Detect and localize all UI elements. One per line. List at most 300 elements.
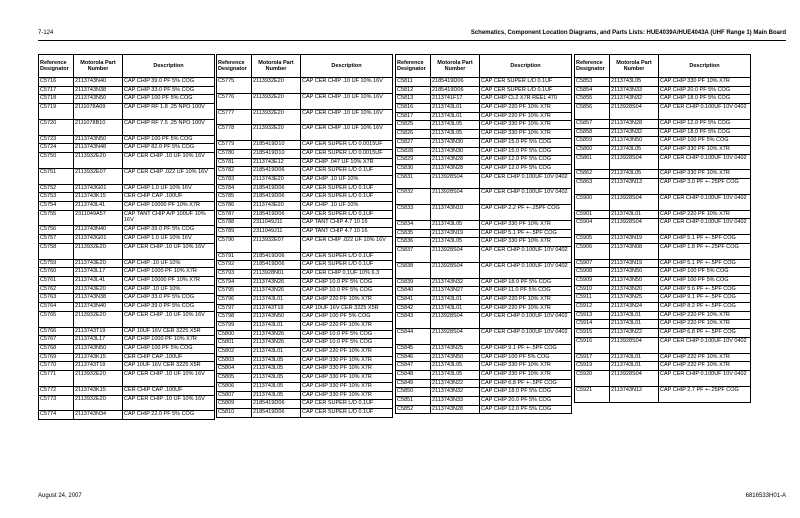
table-row (217, 184, 393, 193)
ref-cell: C5723 (39, 135, 74, 144)
ref-cell: C5812 (396, 86, 431, 95)
part-number-cell: 2113743E20 (74, 259, 123, 268)
table-row (217, 348, 393, 357)
description-cell: CAP CER CHIP .10 UF 10% 16V (301, 78, 393, 94)
table-row (39, 327, 215, 336)
ref-cell: C5913 (575, 311, 610, 320)
table-row (39, 144, 215, 153)
table-row (217, 408, 393, 417)
ref-cell: C5905 (575, 235, 610, 244)
table-row (39, 168, 215, 184)
table-row (575, 95, 751, 104)
ref-cell: C5907 (575, 259, 610, 268)
ref-cell: C5825 (396, 121, 431, 130)
parts-table-2 (216, 54, 393, 418)
description-cell: CAP CHIP 5.1 PF +-.5PF COG (480, 229, 572, 238)
description-cell: CAP CHIP 1000 PF 10% X7R (123, 336, 215, 345)
ref-cell: C5910 (575, 285, 610, 294)
part-number-cell: 2113743N50 (74, 344, 123, 353)
ref-cell: C5838 (396, 262, 431, 278)
description-cell: CAP CHIP 330 PF 10% X7R (301, 356, 393, 365)
part-number-cell: 2113743N25 (610, 294, 659, 303)
part-number-cell: 2113928S04 (431, 329, 480, 345)
ref-cell: C5763 (39, 294, 74, 303)
ref-cell: C5853 (575, 78, 610, 87)
table-row (396, 344, 572, 353)
description-cell: CAP CER SUPER L/D 0.1UF (301, 210, 393, 219)
ref-cell: C5803 (217, 356, 252, 365)
table-row (217, 158, 393, 167)
ref-cell: C5810 (217, 408, 252, 417)
part-number-cell: 2113743K15 (74, 386, 123, 395)
description-cell: CAP CHIP 330 PF 10% X7R (301, 365, 393, 374)
description-cell: CAP CER SUPER L/D 0.1UF (301, 261, 393, 270)
ref-cell: C5914 (575, 320, 610, 329)
part-number-cell: 2113928S04 (610, 154, 659, 170)
table-row (217, 339, 393, 348)
table-row (217, 261, 393, 270)
part-number-cell: 2185419D06 (252, 193, 301, 202)
ref-cell: C5756 (39, 226, 74, 235)
description-cell: CAP CHIP 100 PF 5% COG (301, 313, 393, 322)
part-number-cell: 2113743N50 (431, 353, 480, 362)
ref-cell: C5836 (396, 238, 431, 247)
description-cell: CAP CER CHIP 0.100UF 10V 0402 (480, 262, 572, 278)
description-cell: CAP CHIP 100 PF 5% COG (659, 137, 751, 146)
part-number-cell: 2113743N19 (610, 259, 659, 268)
ref-cell: C5858 (575, 128, 610, 137)
table-row (39, 243, 215, 259)
ref-cell: C5862 (575, 170, 610, 179)
description-cell: CAP CHIP 39.0 PF 5% COG (123, 78, 215, 87)
description-cell: CAP CHIP 1000 PF 10% X7R (123, 268, 215, 277)
table-row (575, 170, 751, 179)
table-row (396, 86, 572, 95)
table-header-row (39, 55, 215, 78)
description-cell: CAP CER SUPER L/D 0.1UF (480, 78, 572, 87)
parts-table-4 (574, 54, 751, 403)
part-number-cell: 2113743N48 (74, 144, 123, 153)
table-row (575, 235, 751, 244)
description-header: Description (301, 55, 393, 78)
ref-header: Reference Designator (575, 55, 610, 78)
table-row (575, 303, 751, 312)
description-cell: CAP CHIP RF 7.5 .25 NPO 100V (123, 119, 215, 135)
table-row (39, 235, 215, 244)
part-number-cell: 2185419D06 (431, 86, 480, 95)
table-header-row (396, 55, 572, 78)
description-cell: CAP 10UF 16V CER 3225 X5R (123, 362, 215, 371)
table-row (575, 311, 751, 320)
part-number-cell: 2113743K15 (74, 193, 123, 202)
part-number-cell: 2113743N08 (610, 243, 659, 259)
ref-cell: C5724 (39, 144, 74, 153)
part-number-cell: 2113743L01 (610, 353, 659, 362)
description-cell: CAP CER SUPER L/D 0.1UF (301, 400, 393, 409)
part-number-cell: 2113932E07 (252, 236, 301, 252)
part-number-cell: 2113741F17 (431, 95, 480, 104)
table-row (39, 184, 215, 193)
table-row (396, 262, 572, 278)
table-row (575, 259, 751, 268)
ref-cell: C5904 (575, 219, 610, 235)
table-row (217, 391, 393, 400)
description-cell: CAP 10UF 16V CER 3225 X5R (123, 327, 215, 336)
description-cell: CAP CHIP 100 PF 5% COG (659, 268, 751, 277)
ref-cell: C5718 (39, 95, 74, 104)
table-row (396, 205, 572, 221)
description-cell: CAP CHIP 20.0 PF 5% COG (659, 86, 751, 95)
ref-cell: C5800 (217, 330, 252, 339)
ref-cell: C5795 (217, 287, 252, 296)
table-row (217, 236, 393, 252)
part-number-cell: 2111078A09 (74, 104, 123, 120)
part-number-cell: 2113932E07 (74, 168, 123, 184)
description-cell: CAP CHIP 12.0 PF 5% COG (480, 164, 572, 173)
ref-cell: C5774 (39, 411, 74, 420)
part-number-cell: 2113932E20 (74, 243, 123, 259)
ref-cell: C5790 (217, 236, 252, 252)
table-row (396, 278, 572, 287)
description-cell: CAP CHIP 100 PF 5% COG (480, 353, 572, 362)
part-number-cell: 2113743E20 (252, 175, 301, 184)
ref-cell: C5827 (396, 138, 431, 147)
part-number-cell: 2113743N28 (431, 156, 480, 165)
ref-cell: C5798 (217, 313, 252, 322)
ref-cell: C5799 (217, 322, 252, 331)
ref-cell: C5765 (39, 311, 74, 327)
part-number-cell: 2113743N12 (610, 386, 659, 402)
ref-cell: C5854 (575, 86, 610, 95)
description-cell: CAP CHIP 5.6 PF +-.5PF COG (659, 285, 751, 294)
table-row (217, 400, 393, 409)
part-number-cell: 2113928S04 (610, 219, 659, 235)
table-row (217, 219, 393, 228)
description-cell: CAP CER CHIP .10 UF 10% 16V (301, 109, 393, 125)
table-row (39, 362, 215, 371)
description-cell: CAP CHIP 10.0 PF 5% COG (301, 339, 393, 348)
description-cell: CAP CHIP 220 PF 10% X7R (480, 104, 572, 113)
table-row (396, 313, 572, 329)
table-row (217, 228, 393, 237)
part-number-cell: 2113743N38 (74, 86, 123, 95)
ref-cell: C5831 (396, 173, 431, 189)
part-number-cell: 2185419D06 (252, 184, 301, 193)
ref-cell: C5845 (396, 344, 431, 353)
table-row (39, 78, 215, 87)
ref-cell: C5917 (575, 353, 610, 362)
table-row (396, 362, 572, 371)
ref-cell: C5783 (217, 175, 252, 184)
table-row (575, 78, 751, 87)
description-cell: CAP CER CHIP 0.100UF 10V 0402 (480, 313, 572, 329)
ref-cell: C5757 (39, 235, 74, 244)
description-cell: CAP CER CHIP 0.100UF 10V 0402 (480, 247, 572, 263)
part-number-cell: 2113743N50 (74, 95, 123, 104)
part-number-cell: 2113928S04 (431, 262, 480, 278)
part-number-cell: 2113743L05 (252, 391, 301, 400)
part-number-cell: 2113743E20 (74, 285, 123, 294)
part-number-cell: 2113743N32 (610, 128, 659, 137)
table-row (39, 294, 215, 303)
table-header-row (575, 55, 751, 78)
part-number-cell: 2113932E20 (252, 109, 301, 125)
part-number-cell: 2113928S04 (610, 371, 659, 387)
description-cell: CAP CHIP 6.8 PF +-.5PF COG (480, 379, 572, 388)
ref-cell: C5753 (39, 193, 74, 202)
ref-cell: C5717 (39, 86, 74, 95)
description-cell: CAP CHIP 100 PF 5% COG (123, 135, 215, 144)
part-number-cell: 2113932E20 (252, 125, 301, 141)
table-row (217, 109, 393, 125)
part-number-cell: 2185419D06 (252, 400, 301, 409)
description-cell: CAP CHIP 220 PF 10% X7R (301, 322, 393, 331)
part-number-cell: 2113743N24 (610, 303, 659, 312)
part-number-cell: 2113743L05 (431, 121, 480, 130)
ref-cell: C5797 (217, 304, 252, 313)
ref-cell: C5834 (396, 220, 431, 229)
part-number-cell: 2113743E12 (252, 158, 301, 167)
ref-cell: C5811 (396, 78, 431, 87)
table-row (575, 329, 751, 338)
table-row (396, 78, 572, 87)
part-number-cell: 2113743L17 (74, 268, 123, 277)
table-row (217, 252, 393, 261)
part-number-cell: 2113743N27 (431, 287, 480, 296)
table-row (217, 193, 393, 202)
description-header: Description (123, 55, 215, 78)
part-number-cell: 2185419D06 (252, 210, 301, 219)
ref-cell: C5801 (217, 339, 252, 348)
part-number-cell: 2113743N26 (252, 330, 301, 339)
part-number-cell: 2113743L01 (431, 104, 480, 113)
part-number-cell: 2113743K15 (74, 353, 123, 362)
ref-cell: C5860 (575, 145, 610, 154)
ref-cell: C5793 (217, 269, 252, 278)
part-number-cell: 2113932E20 (252, 93, 301, 109)
description-cell: CAP 10UF 16V CER 3225 X5R (301, 304, 393, 313)
part-number-cell: 2113743N13 (610, 179, 659, 195)
table-row (39, 371, 215, 387)
ref-cell: C5773 (39, 395, 74, 411)
ref-cell: C5911 (575, 294, 610, 303)
part-number-cell: 2113743L05 (252, 382, 301, 391)
part-number-cell: 2113928S04 (610, 194, 659, 210)
description-cell: CAP CHIP 82.0 PF 5% COG (123, 144, 215, 153)
part-number-cell: 2113932E20 (74, 153, 123, 169)
table-row (396, 238, 572, 247)
table-row (39, 153, 215, 169)
table-row (217, 356, 393, 365)
description-cell: CAP CHIP 100 PF 5% COG (659, 277, 751, 286)
table-row (39, 104, 215, 120)
description-cell: CAP CHIP 18.0 PF 5% COG (659, 128, 751, 137)
table-row (396, 189, 572, 205)
table-row (217, 202, 393, 211)
table-row (396, 95, 572, 104)
parts-table-3 (395, 54, 572, 414)
description-cell: CAP CER CHIP 0.100UF 10V 0402 (480, 189, 572, 205)
part-number-cell: 2113928N01 (252, 269, 301, 278)
description-cell: CAP CER CHIP .10 UF 10% 16V (123, 153, 215, 169)
description-cell: CAP CHIP 330 PF 10% X7R (301, 382, 393, 391)
ref-header: Reference Designator (396, 55, 431, 78)
table-row (396, 295, 572, 304)
description-cell: CAP CER SUPER L/D 0.1UF (480, 86, 572, 95)
table-row (217, 304, 393, 313)
part-number-cell: 2113743L01 (431, 295, 480, 304)
description-cell: CAP CER CHIP .10 UF 10% 16V (123, 371, 215, 387)
table-row (575, 145, 751, 154)
table-row (575, 219, 751, 235)
part-number-cell: 2113928S04 (431, 247, 480, 263)
description-cell: CAP CHIP 2.2 PF +-.25PF COG (480, 205, 572, 221)
table-row (217, 125, 393, 141)
part-number-cell: 2185419D06 (431, 78, 480, 87)
table-row (39, 119, 215, 135)
ref-cell: C5751 (39, 168, 74, 184)
parts-table-1 (38, 54, 215, 420)
description-cell: CAP CER CHIP 0.1UF 10% 6.3 (301, 269, 393, 278)
part-number-cell: 2113928S04 (610, 337, 659, 353)
description-cell: CAP CHIP 220 PF 10% X7R (301, 348, 393, 357)
part-number-cell: 2113743N32 (610, 95, 659, 104)
description-cell: CAP CHIP 220 PF 10% X7R (659, 320, 751, 329)
ref-cell: C5755 (39, 210, 74, 226)
ref-cell: C5915 (575, 329, 610, 338)
table-row (396, 247, 572, 263)
table-row (39, 285, 215, 294)
ref-cell: C5817 (396, 112, 431, 121)
ref-cell: C5840 (396, 287, 431, 296)
ref-cell: C5857 (575, 119, 610, 128)
table-row (217, 93, 393, 109)
description-cell: CAP CHIP .10 UF 10% (301, 175, 393, 184)
table-row (396, 156, 572, 165)
ref-cell: C5750 (39, 153, 74, 169)
description-cell: CAP CHIP 8.2 PF +-.5PF COG (659, 303, 751, 312)
ref-cell: C5912 (575, 303, 610, 312)
part-number-cell: 2113743N30 (431, 138, 480, 147)
table-row (39, 353, 215, 362)
table-row (217, 295, 393, 304)
description-cell: CAP CER CHIP .10 UF 10% 16V (123, 395, 215, 411)
part-number-cell: 2113743L01 (252, 295, 301, 304)
table-row (217, 313, 393, 322)
description-cell: CAP CHIP .10 UF 10% (123, 259, 215, 268)
description-cell: CAP CHIP RF 1.8 .25 NPO 100V (123, 104, 215, 120)
part-number-cell: 2113743L05 (610, 78, 659, 87)
table-row (39, 193, 215, 202)
description-cell: CAP CHIP 330 PF 10% X7R (480, 238, 572, 247)
description-cell: CAP TANT CHIP 4.7 10 16 (301, 219, 393, 228)
description-cell: CAP CHIP 10.0 PF 5% COG (301, 278, 393, 287)
table-row (575, 137, 751, 146)
description-cell: CAP CER SUPER L/D 0.1UF (301, 184, 393, 193)
part-number-cell: 2113743T19 (74, 362, 123, 371)
table-row (575, 179, 751, 195)
part-number-cell: 2113743L05 (431, 362, 480, 371)
table-row (575, 210, 751, 219)
ref-cell: C5780 (217, 149, 252, 158)
description-cell: CAP CER CHIP .10 UF 10% 16V (123, 243, 215, 259)
ref-cell: C5785 (217, 193, 252, 202)
ref-cell: C5804 (217, 365, 252, 374)
ref-cell: C5919 (575, 362, 610, 371)
description-cell: CAP CHIP 330 PF 10% X7R (659, 170, 751, 179)
part-number-cell: 2113743L01 (610, 210, 659, 219)
page-title: Schematics, Component Location Diagrams, and Parts Lists: HUE4039A/HUE4043A (UHF Range 1) Main Board (470, 30, 786, 36)
table-header-row (217, 55, 393, 78)
description-cell: CAP CER SUPER L/D 0.1UF (301, 408, 393, 417)
description-cell: CAP CHIP 12.0 PF 5% COG (480, 156, 572, 165)
ref-cell: C5813 (396, 95, 431, 104)
part-number-cell: 2311049J11 (252, 228, 301, 237)
part-number-cell: 2311049J11 (252, 219, 301, 228)
ref-cell: C5829 (396, 156, 431, 165)
part-number-cell: 2113743N38 (74, 294, 123, 303)
part-number-cell: 2113743G01 (74, 184, 123, 193)
table-row (217, 141, 393, 150)
description-cell: CAP CHIP 10000 PF 10% X7R (123, 277, 215, 286)
table-row (39, 277, 215, 286)
ref-cell: C5906 (575, 243, 610, 259)
description-cell: CAP CHIP 10.0 PF 5% COG (301, 287, 393, 296)
table-row (575, 294, 751, 303)
ref-cell: C5861 (575, 154, 610, 170)
description-cell: CAP CHIP 1.0 UF 10% 16V (123, 184, 215, 193)
description-cell: CER CHIP CAP .100UF (123, 193, 215, 202)
ref-cell: C5716 (39, 78, 74, 87)
table-row (217, 167, 393, 176)
table-row (396, 388, 572, 397)
part-number-cell: 2113743L05 (252, 365, 301, 374)
ref-cell: C5844 (396, 329, 431, 345)
part-number-cell: 2113743N40 (74, 303, 123, 312)
ref-cell: C5846 (396, 353, 431, 362)
ref-cell: C5754 (39, 202, 74, 211)
ref-cell: C5792 (217, 261, 252, 270)
description-cell: CAP CHIP 330 PF 10% X7R (301, 374, 393, 383)
table-row (575, 194, 751, 210)
table-row (39, 303, 215, 312)
part-number-cell: 2113743L01 (610, 362, 659, 371)
ref-cell: C5848 (396, 371, 431, 380)
description-cell: CAP CER SUPER L/D 0.1UF (301, 252, 393, 261)
ref-header: Reference Designator (217, 55, 252, 78)
ref-header: Reference Designator (39, 55, 74, 78)
table-row (575, 285, 751, 294)
ref-cell: C5837 (396, 247, 431, 263)
ref-cell: C5720 (39, 119, 74, 135)
ref-cell: C5921 (575, 386, 610, 402)
part-number-cell: 2113928S04 (431, 173, 480, 189)
table-row (575, 362, 751, 371)
part-number-header: Motorola Part Number (610, 55, 659, 78)
ref-cell: C5835 (396, 229, 431, 238)
table-row (396, 220, 572, 229)
part-number-cell: 2113743N32 (431, 388, 480, 397)
ref-cell: C5920 (575, 371, 610, 387)
ref-cell: C5762 (39, 285, 74, 294)
ref-cell: C5778 (217, 125, 252, 141)
table-row (396, 138, 572, 147)
part-number-cell: 2113743N28 (431, 164, 480, 173)
description-cell: CAP CER CHIP 0.100UF 10V 0402 (659, 154, 751, 170)
description-cell: CAP CHIP 220 PF 10% X7R (659, 353, 751, 362)
table-row (39, 386, 215, 395)
ref-cell: C5851 (396, 397, 431, 406)
